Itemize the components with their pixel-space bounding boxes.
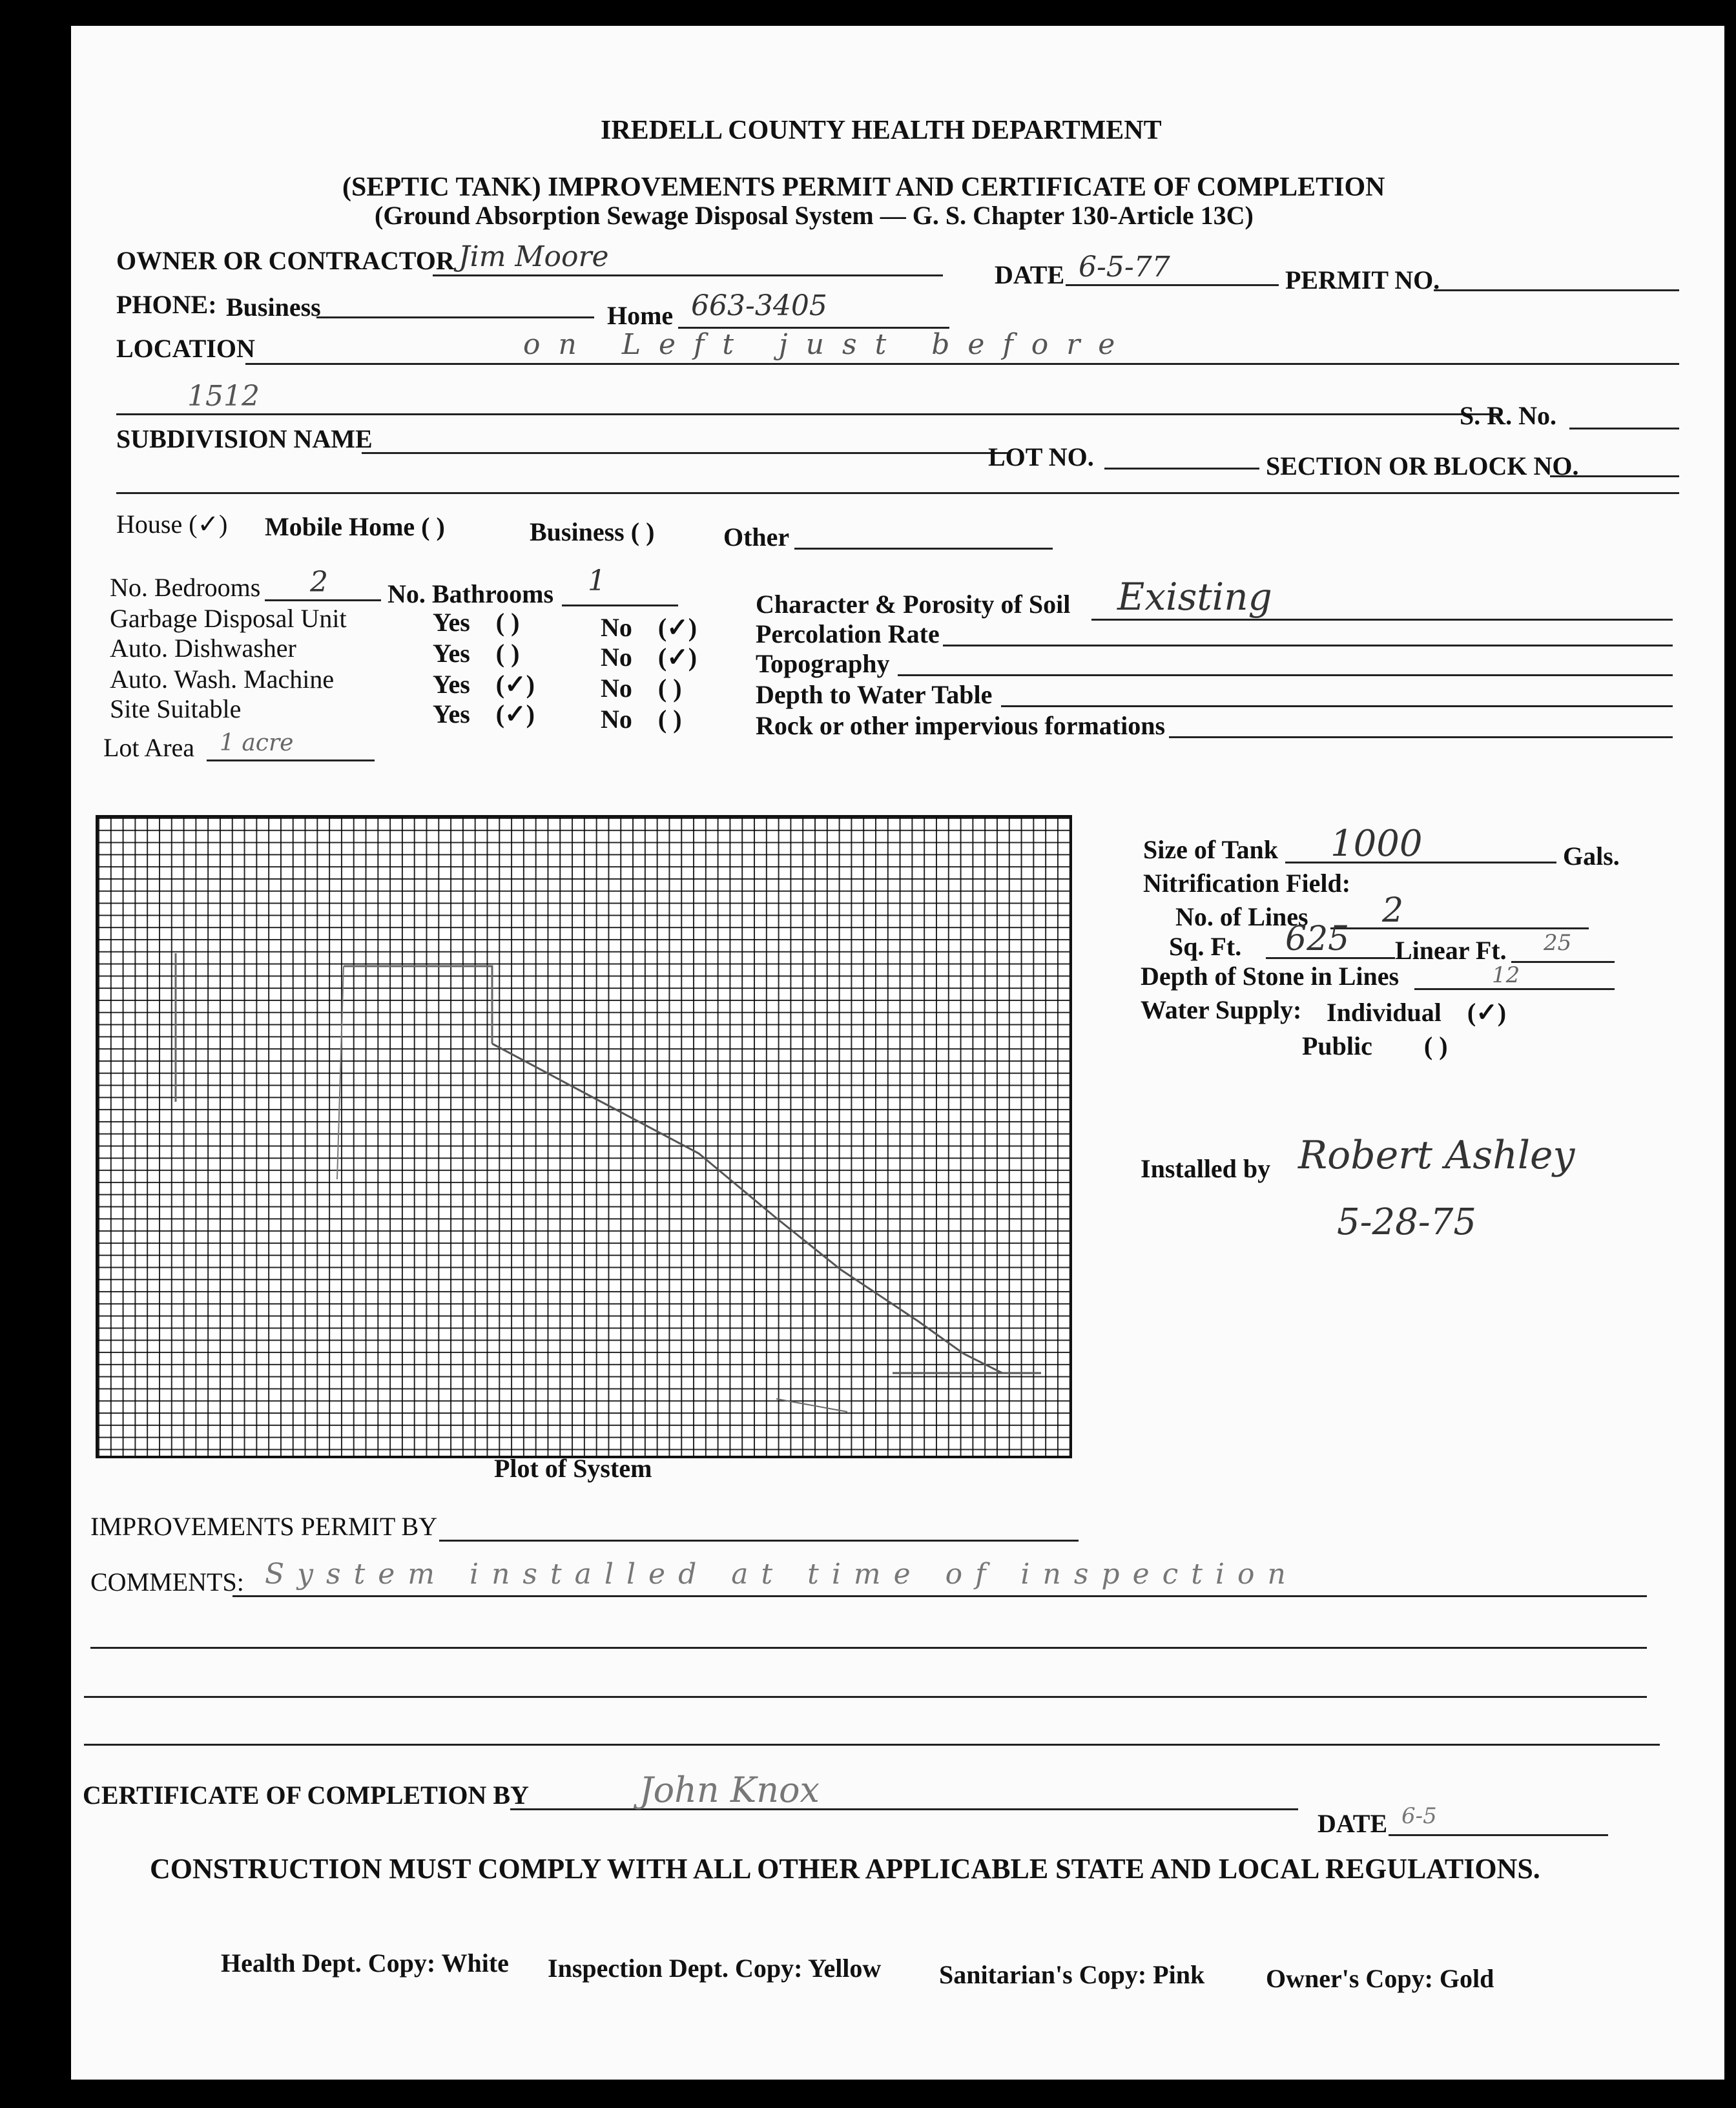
lines-value: 2 [1382,891,1404,930]
linear-line [1511,961,1615,963]
location-line [245,363,1679,365]
permit-no-line [1434,289,1679,291]
divider-line [116,492,1679,494]
comments-value: System installed at time of inspection [265,1558,1299,1591]
other-line [794,548,1053,550]
location-value-2: 1512 [187,380,260,413]
sqft-label: Sq. Ft. [1169,932,1242,961]
location-value: on Left just before [523,328,1133,361]
owner-line [433,274,943,276]
section-label: SECTION OR BLOCK NO. [1266,451,1579,480]
house-type[interactable]: House (✓) [116,510,228,539]
garbage-label: Garbage Disposal Unit [110,604,347,633]
dishwasher-no[interactable]: No (✓) [601,643,698,672]
department-title: IREDELL COUNTY HEALTH DEPARTMENT [601,116,1162,145]
permit-no-label: PERMIT NO. [1285,265,1440,294]
site-yes[interactable]: Yes (✓) [433,699,535,728]
installed-date-value: 5-28-75 [1337,1201,1476,1243]
lot-no-line [1104,468,1259,470]
bedrooms-line [265,599,381,601]
perc-line [943,645,1673,646]
sqft-value: 625 [1285,920,1350,958]
dishwasher-label: Auto. Dishwasher [110,634,296,663]
nitrification-label: Nitrification Field: [1143,869,1351,898]
bathrooms-label: No. Bathrooms [388,579,554,608]
water-public[interactable]: Public ( ) [1302,1031,1448,1060]
form-subtitle: (Ground Absorption Sewage Disposal System — G. S. Chapter 130-Article 13C) [375,201,1254,230]
certificate-by-value: John Knox [639,1770,820,1810]
washer-label: Auto. Wash. Machine [110,665,335,694]
owner-value: Jim Moore [459,240,609,273]
business-phone-line [316,316,594,318]
washer-yes[interactable]: Yes (✓) [433,670,535,699]
location-label: LOCATION [116,334,255,363]
date-line [1066,284,1279,286]
soil-line [1091,619,1673,621]
soil-label: Character & Porosity of Soil [756,590,1071,619]
stone-value: 12 [1492,962,1520,988]
date2-line [1389,1834,1608,1836]
plot-grid [96,815,1072,1458]
comments-line-2 [90,1647,1647,1649]
subdivision-line [362,452,1008,454]
linear-value: 25 [1544,930,1572,956]
phone-label: PHONE: [116,290,217,319]
regulations-notice: CONSTRUCTION MUST COMPLY WITH ALL OTHER APPLICABLE STATE AND LOCAL REGULATIONS. [150,1853,1540,1885]
lot-area-label: Lot Area [103,733,195,762]
gals-label: Gals. [1563,842,1620,871]
comments-line-1 [232,1595,1647,1597]
home-phone-value: 663-3405 [691,289,827,322]
owner-label: OWNER OR CONTRACTOR [116,246,455,275]
certificate-label: CERTIFICATE OF COMPLETION BY [83,1781,529,1810]
owner-copy: Owner's Copy: Gold [1266,1964,1494,1993]
lines-label: No. of Lines [1175,902,1308,931]
garbage-yes[interactable]: Yes ( ) [433,608,520,637]
comments-label: COMMENTS: [90,1567,244,1596]
bedrooms-value: 2 [310,566,328,599]
section-line [1550,475,1679,477]
sr-no-label: S. R. No. [1460,401,1557,430]
bathrooms-line [562,604,678,606]
certificate-line [510,1808,1298,1810]
stone-line [1414,988,1615,990]
date-label: DATE [995,260,1065,289]
tank-label: Size of Tank [1143,835,1278,864]
business-type[interactable]: Business ( ) [530,517,655,546]
date2-value: 6-5 [1401,1803,1437,1829]
soil-value: Existing [1117,575,1272,619]
location-line-2 [116,413,1498,415]
sr-no-line [1569,428,1679,429]
date2-label: DATE [1318,1809,1388,1838]
lot-area-line [207,760,375,761]
water-supply-label: Water Supply: [1141,995,1302,1024]
lines-line [1330,927,1589,929]
washer-no[interactable]: No ( ) [601,674,682,703]
rock-line [1169,736,1673,738]
permit-by-line [439,1540,1079,1542]
rock-label: Rock or other impervious formations [756,711,1166,740]
home-phone-label: Home [607,301,674,330]
site-no[interactable]: No ( ) [601,705,682,734]
lot-no-label: LOT NO. [988,442,1094,471]
plot-sketch [98,818,1070,1456]
mobile-home-type[interactable]: Mobile Home ( ) [265,512,445,541]
other-label: Other [723,522,790,552]
water-table-label: Depth to Water Table [756,680,993,709]
comments-line-4 [84,1744,1660,1746]
sanitarian-copy: Sanitarian's Copy: Pink [939,1960,1205,1989]
form-title: (SEPTIC TANK) IMPROVEMENTS PERMIT AND CERTIFICATE OF COMPLETION [342,172,1385,202]
installed-by-value: Robert Ashley [1298,1133,1575,1178]
water-individual[interactable]: Individual (✓) [1327,998,1507,1027]
water-table-line [1001,705,1673,707]
business-phone-label: Business [226,293,321,322]
linear-label: Linear Ft. [1395,936,1507,965]
installed-label: Installed by [1141,1154,1271,1183]
lot-area-value: 1 acre [220,730,294,756]
stone-label: Depth of Stone in Lines [1141,962,1400,991]
perc-label: Percolation Rate [756,619,940,648]
topo-label: Topography [756,649,890,678]
bedrooms-label: No. Bedrooms [110,573,261,602]
dishwasher-yes[interactable]: Yes ( ) [433,639,520,668]
bathrooms-value: 1 [588,564,606,597]
tank-value: 1000 [1330,823,1423,865]
permit-by-label: IMPROVEMENTS PERMIT BY [90,1512,438,1541]
plot-caption: Plot of System [494,1454,652,1483]
site-label: Site Suitable [110,694,242,723]
garbage-no[interactable]: No (✓) [601,613,698,642]
permit-form [71,26,1724,2080]
comments-line-3 [84,1696,1647,1698]
inspection-copy: Inspection Dept. Copy: Yellow [548,1954,882,1983]
topo-line [898,674,1673,676]
health-copy: Health Dept. Copy: White [221,1948,509,1978]
subdivision-label: SUBDIVISION NAME [116,424,373,453]
date-value: 6-5-77 [1079,251,1170,284]
